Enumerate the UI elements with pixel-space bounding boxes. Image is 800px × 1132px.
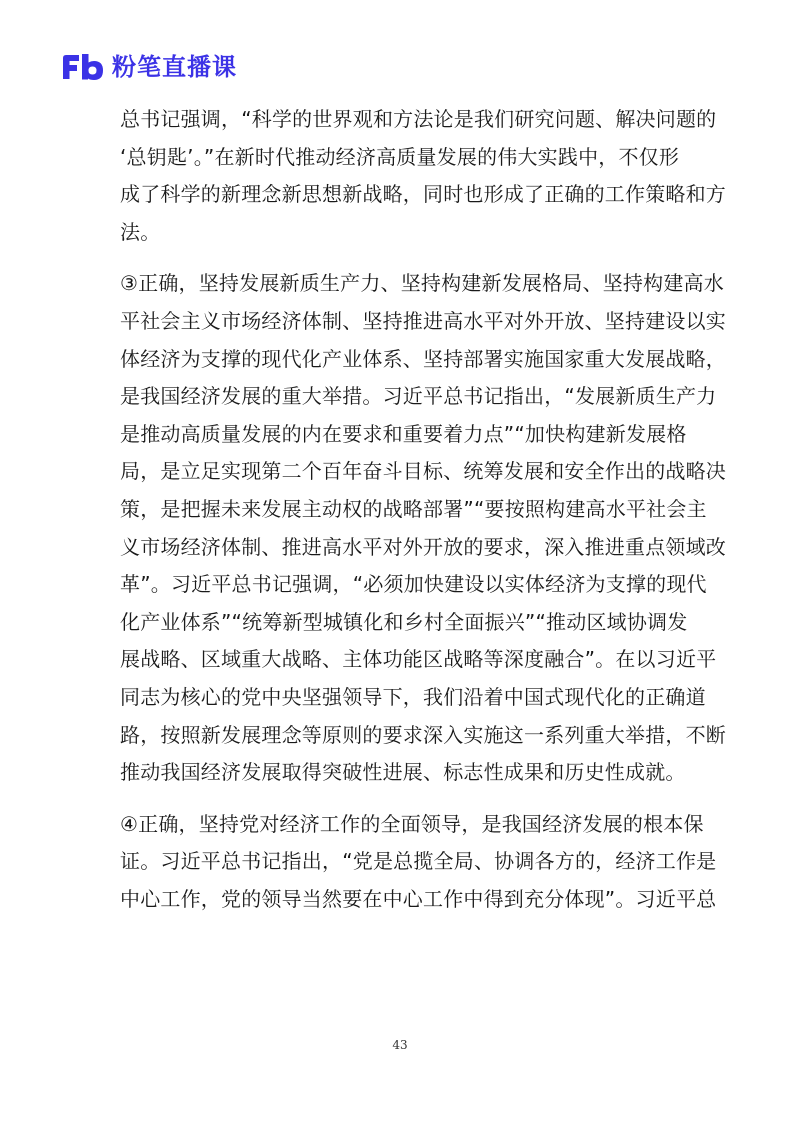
text-line: ③正确，坚持发展新质生产力、坚持构建新发展格局、坚持构建高水 bbox=[120, 271, 724, 296]
text-line: 平社会主义市场经济体制、坚持推进高水平对外开放、坚持建设以实 bbox=[120, 308, 726, 333]
text-line: 展战略、区域重大战略、主体功能区战略等深度融合”。在以习近平 bbox=[120, 647, 717, 672]
text-line: 革”。习近平总书记强调，“必须加快建设以实体经济为支撑的现代 bbox=[120, 572, 707, 597]
text-line: 是推动高质量发展的内在要求和重要着力点”“加快构建新发展格 bbox=[120, 421, 687, 446]
text-line: 中心工作，党的领导当然要在中心工作中得到充分体现”。习近平总 bbox=[120, 886, 717, 911]
text-line: 证。习近平总书记指出，“党是总揽全局、协调各方的，经济工作是 bbox=[120, 849, 717, 874]
fenbi-logo-icon bbox=[60, 52, 108, 82]
text-line: 化产业体系”“统筹新型城镇化和乡村全面振兴”“推动区域协调发 bbox=[120, 609, 688, 634]
text-line: 同志为核心的党中央坚强领导下，我们沿着中国式现代化的正确道 bbox=[120, 684, 706, 709]
brand-header bbox=[60, 52, 237, 82]
document-body bbox=[120, 101, 726, 932]
text-line: 是我国经济发展的重大举措。习近平总书记指出，“发展新质生产力 bbox=[120, 384, 717, 409]
text-line: 体经济为支撑的现代化产业体系、坚持部署实施国家重大发展战略， bbox=[120, 346, 726, 371]
page-number: 43 bbox=[392, 1038, 408, 1052]
text-line: 成了科学的新理念新思想新战略，同时也形成了正确的工作策略和方 bbox=[120, 182, 726, 207]
brand-name: 粉笔直播课 bbox=[112, 53, 237, 81]
text-line: 义市场经济体制、推进高水平对外开放的要求，深入推进重点领域改 bbox=[120, 534, 726, 559]
text-line: 路，按照新发展理念等原则的要求深入实施这一系列重大举措，不断 bbox=[120, 722, 726, 747]
text-line: 局，是立足实现第二个百年奋斗目标、统筹发展和安全作出的战略决 bbox=[120, 459, 726, 484]
text-line: 总书记强调，“科学的世界观和方法论是我们研究问题、解决问题的 bbox=[120, 107, 717, 131]
paragraph bbox=[120, 101, 726, 251]
text-line: 法。 bbox=[120, 219, 161, 244]
text-line: ‘总钥匙’。”在新时代推动经济高质量发展的伟大实践中，不仅形 bbox=[120, 144, 680, 169]
paragraph bbox=[120, 265, 726, 791]
text-line: 推动我国经济发展取得突破性进展、标志性成果和历史性成就。 bbox=[120, 760, 686, 785]
text-line: 策，是把握未来发展主动权的战略部署”“要按照构建高水平社会主 bbox=[120, 496, 707, 521]
text-line: ④正确，坚持党对经济工作的全面领导，是我国经济发展的根本保 bbox=[120, 811, 704, 836]
paragraph bbox=[120, 806, 717, 919]
